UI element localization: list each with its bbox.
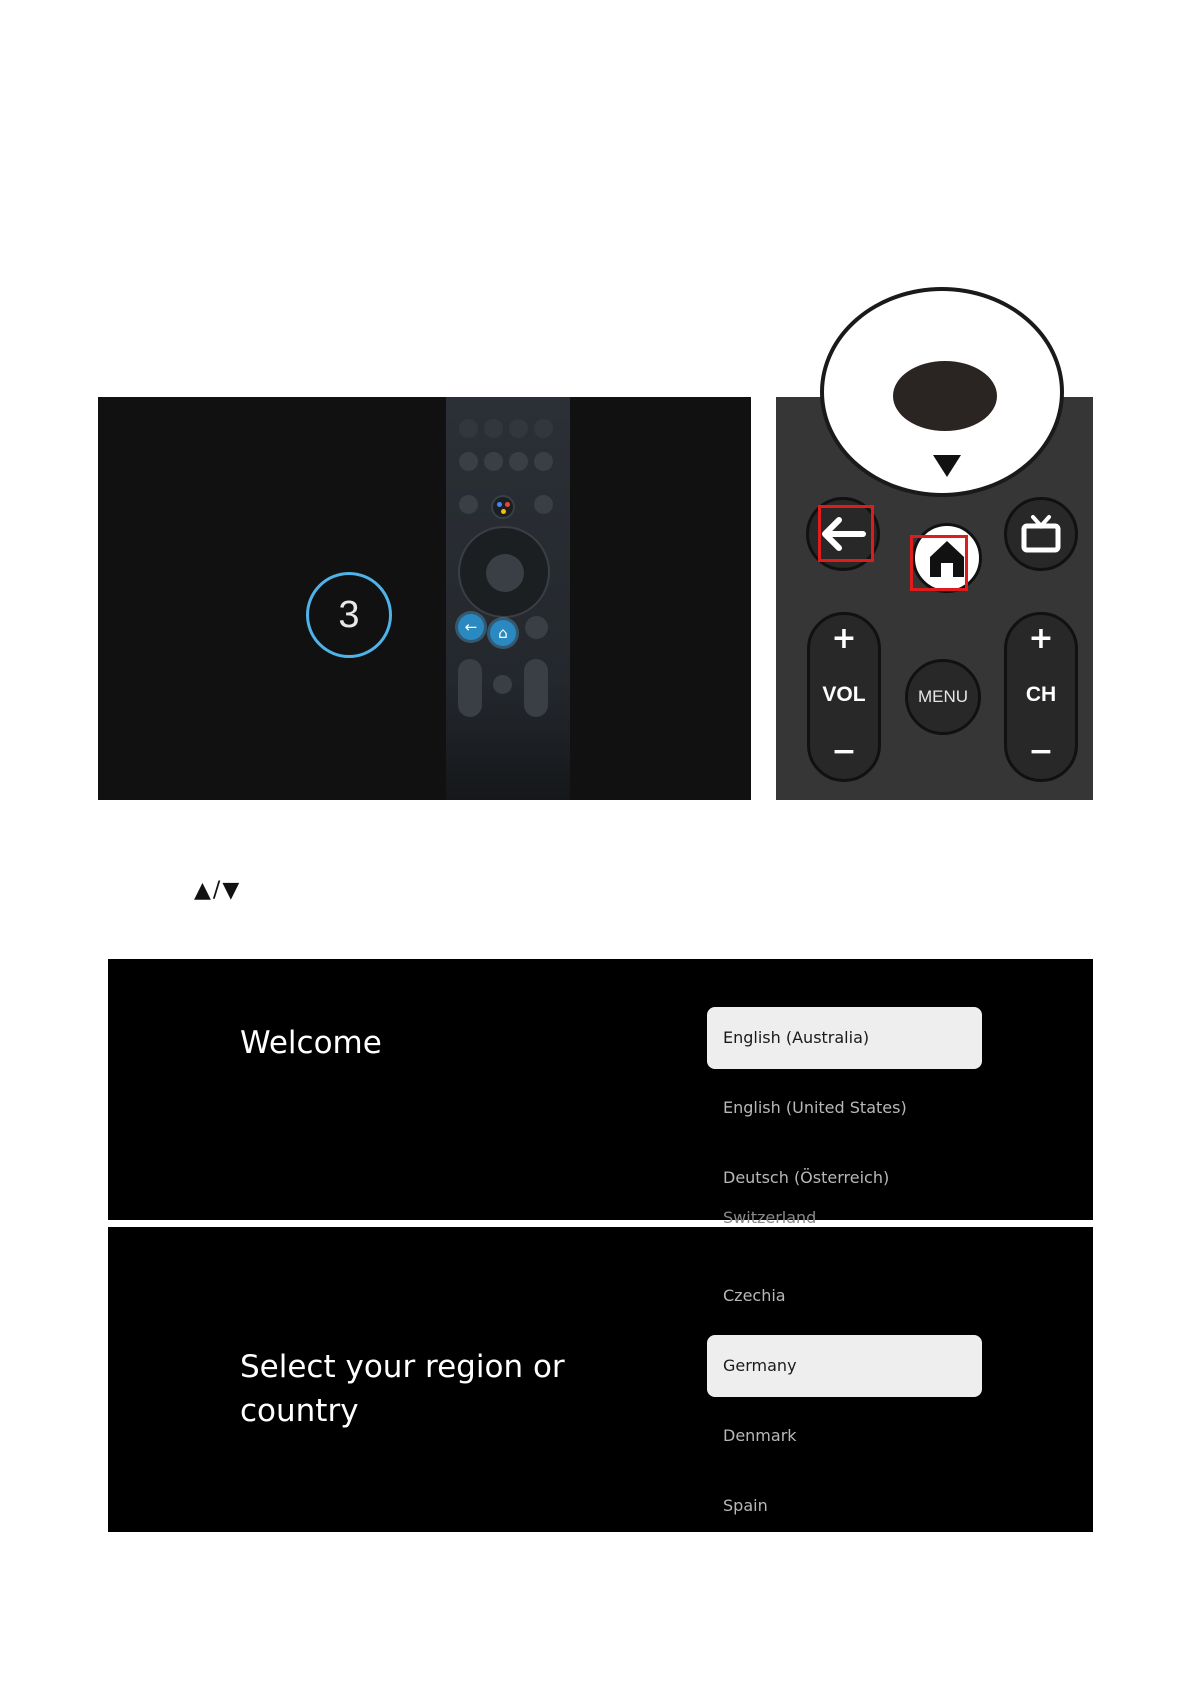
region-screen [108, 1208, 1093, 1532]
language-option[interactable]: Deutsch (Österreich) [723, 1168, 890, 1187]
welcome-screen [108, 959, 1093, 1220]
tv-button [1004, 497, 1078, 571]
remote-button-dot [493, 675, 512, 694]
remote-button-dot [534, 419, 553, 438]
remote-button-dot [459, 452, 478, 471]
ch-rocker [1004, 612, 1078, 782]
back-icon: ← [458, 614, 484, 640]
ch-minus-icon: − [1028, 734, 1054, 769]
countdown-number: 3 [338, 593, 360, 636]
dpad [458, 526, 550, 618]
dpad-center [486, 554, 524, 592]
welcome-title: Welcome [240, 1025, 382, 1061]
remote-button-dot [509, 452, 528, 471]
down-arrow-icon [933, 455, 961, 477]
language-option-selected[interactable]: English (Australia) [707, 1007, 982, 1069]
remote-closeup [776, 397, 1093, 800]
up-down-arrows-hint: ▲/▼ [194, 878, 242, 903]
menu-button [905, 659, 981, 735]
remote-illustration [446, 397, 570, 800]
region-option[interactable]: Czechia [723, 1286, 786, 1305]
region-option[interactable]: Denmark [723, 1426, 797, 1445]
remote-button-dot [534, 452, 553, 471]
remote-button-dot [484, 452, 503, 471]
region-title: Select your region or country [240, 1349, 565, 1429]
region-option[interactable]: Spain [723, 1496, 768, 1515]
region-option-selected[interactable]: Germany [707, 1335, 982, 1397]
channel-rocker [524, 659, 548, 717]
vol-minus-icon: − [831, 734, 857, 769]
dpad-ok-button [893, 361, 997, 431]
assistant-icon [491, 495, 515, 519]
remote-button-dot [459, 419, 478, 438]
countdown-ring [306, 572, 392, 658]
remote-button-dot [534, 495, 553, 514]
vol-rocker [807, 612, 881, 782]
vol-label: VOL [822, 683, 866, 706]
ch-label: CH [1025, 683, 1057, 706]
volume-rocker [458, 659, 482, 717]
home-highlight-box [910, 535, 968, 591]
pairing-screen [98, 397, 751, 800]
language-option[interactable]: English (United States) [723, 1098, 907, 1117]
remote-button-dot [525, 616, 548, 639]
region-option-partial[interactable]: Switzerland [723, 1208, 817, 1227]
ch-plus-icon: + [1028, 621, 1054, 656]
menu-label: MENU [917, 687, 969, 706]
remote-button-dot [459, 495, 478, 514]
vol-plus-icon: + [831, 621, 857, 656]
remote-button-dot [509, 419, 528, 438]
back-highlight-box [818, 505, 874, 562]
remote-button-dot [484, 419, 503, 438]
home-icon: ⌂ [490, 620, 516, 646]
tv-icon [1020, 514, 1062, 554]
